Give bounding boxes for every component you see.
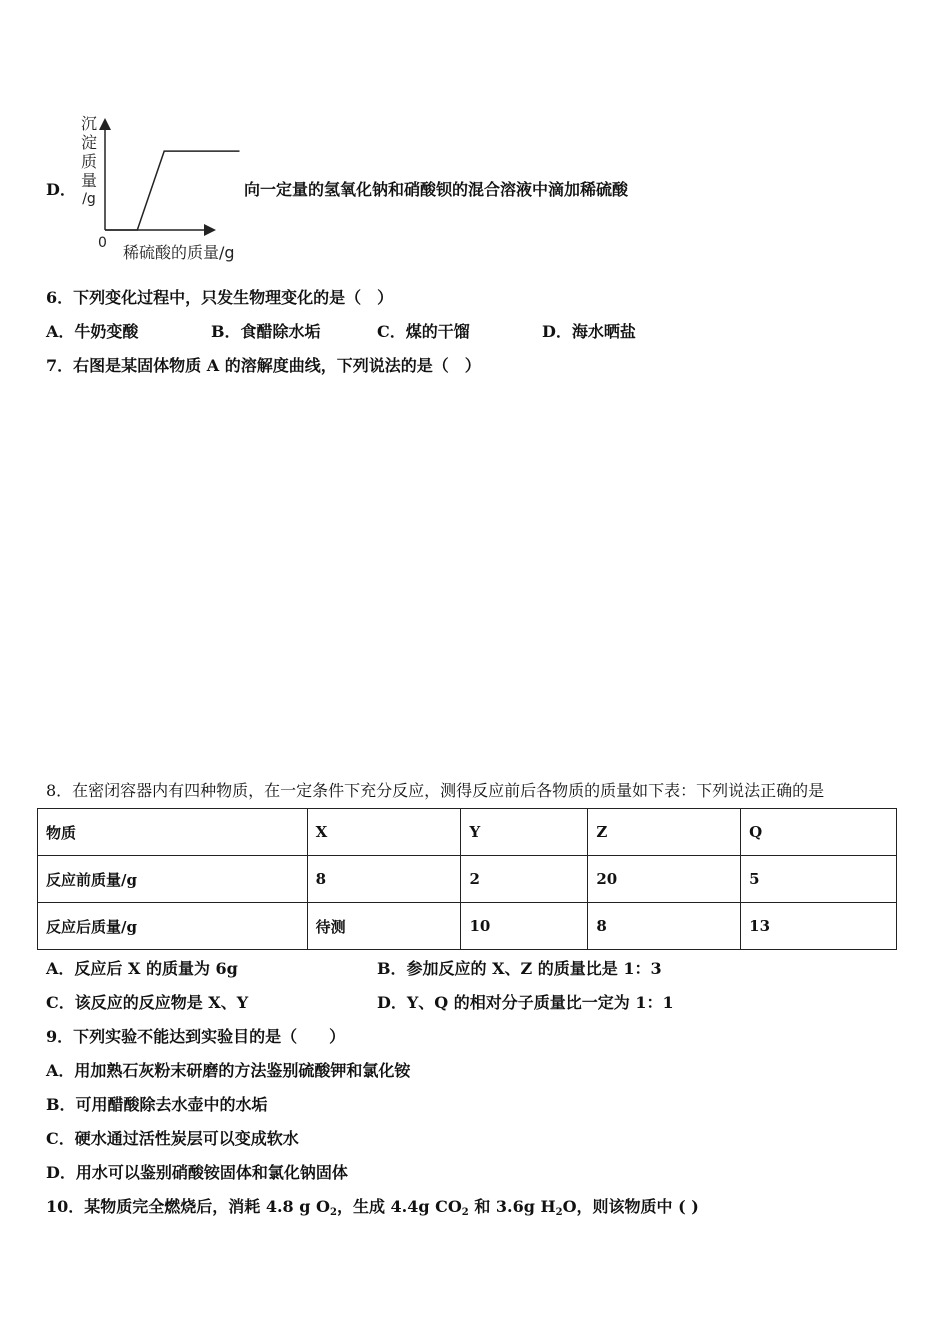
table-cell: 物质 [38, 809, 308, 856]
q10-number: 10． [46, 1197, 85, 1216]
table-cell: X [307, 809, 461, 856]
table-cell: Z [588, 809, 741, 856]
y-label-char: /g [82, 191, 96, 207]
q10-text: O，则该物质中 ( ) [562, 1197, 699, 1216]
table-cell: 10 [461, 903, 588, 950]
table-cell: 13 [741, 903, 897, 950]
q8-mass-table [37, 808, 897, 950]
q8-option-b: B．参加反应的 X、Z 的质量比是 1：3 [377, 959, 662, 978]
q10-text: 和 3.6g H [468, 1197, 556, 1216]
data-series-line [105, 151, 240, 230]
q10-text: ，生成 4.4g CO [336, 1197, 462, 1216]
table-cell: 反应前质量/g [38, 856, 308, 903]
q10-subscript: 2 [555, 1207, 563, 1218]
q9-option-b: B．可用醋酸除去水壶中的水垢 [46, 1095, 268, 1114]
q5-chart-caption: 向一定量的氢氧化钠和硝酸钡的混合溶液中滴加稀硫酸 [244, 180, 629, 199]
q9-option-c: C．硬水通过活性炭层可以变成软水 [46, 1129, 299, 1148]
table-cell: 8 [588, 903, 741, 950]
q8-stem: 8．在密闭容器内有四种物质，在一定条件下充分反应，测得反应前后各物质的质量如下表：下列说法正确的是 [46, 781, 825, 800]
table-cell: 5 [741, 856, 897, 903]
q6-stem: 6．下列变化过程中，只发生物理变化的是（ ） [46, 288, 394, 307]
table-cell: Q [741, 809, 897, 856]
q5-option-letter: D． [46, 180, 76, 199]
y-label-char: 淀 [80, 133, 97, 152]
q9-option-a: A．用加熟石灰粉末研磨的方法鉴别硫酸钾和氯化铵 [46, 1061, 411, 1080]
q8-option-c: C．该反应的反应物是 X、Y [46, 993, 249, 1012]
table-row [38, 903, 897, 950]
q10-subscript: 2 [461, 1207, 469, 1218]
chart-origin-label: 0 [98, 235, 107, 251]
chart-x-label: 稀硫酸的质量/g [123, 243, 235, 262]
table-cell: 20 [588, 856, 741, 903]
q8-option-d: D．Y、Q 的相对分子质量比一定为 1：1 [377, 993, 674, 1012]
q6-option-a: A．牛奶变酸 [46, 322, 139, 341]
q8-option-a: A．反应后 X 的质量为 6g [46, 959, 238, 978]
q9-option-d: D．用水可以鉴别硝酸铵固体和氯化钠固体 [46, 1163, 348, 1182]
q9-stem: 9．下列实验不能达到实验目的是（ ） [46, 1027, 346, 1046]
q10-text: 某物质完全燃烧后，消耗 4.8 g O [84, 1197, 330, 1216]
q7-stem: 7．右图是某固体物质 A 的溶解度曲线，下列说法的是（ ） [46, 356, 481, 375]
y-label-char: 沉 [80, 114, 97, 133]
table-cell: 8 [307, 856, 461, 903]
q6-option-b: B．食醋除水垢 [211, 322, 321, 341]
table-row [38, 856, 897, 903]
table-cell: Y [461, 809, 588, 856]
chart-y-label [79, 114, 99, 209]
q10-subscript: 2 [329, 1207, 337, 1218]
table-header-row [38, 809, 897, 856]
y-label-char: 量 [80, 171, 97, 190]
y-label-char: 质 [80, 152, 97, 171]
table-cell: 待测 [307, 903, 461, 950]
table-cell: 反应后质量/g [38, 903, 308, 950]
q10-stem [46, 1194, 699, 1218]
q6-option-c: C．煤的干馏 [377, 322, 470, 341]
table-cell: 2 [461, 856, 588, 903]
q6-option-d: D．海水晒盐 [542, 322, 636, 341]
